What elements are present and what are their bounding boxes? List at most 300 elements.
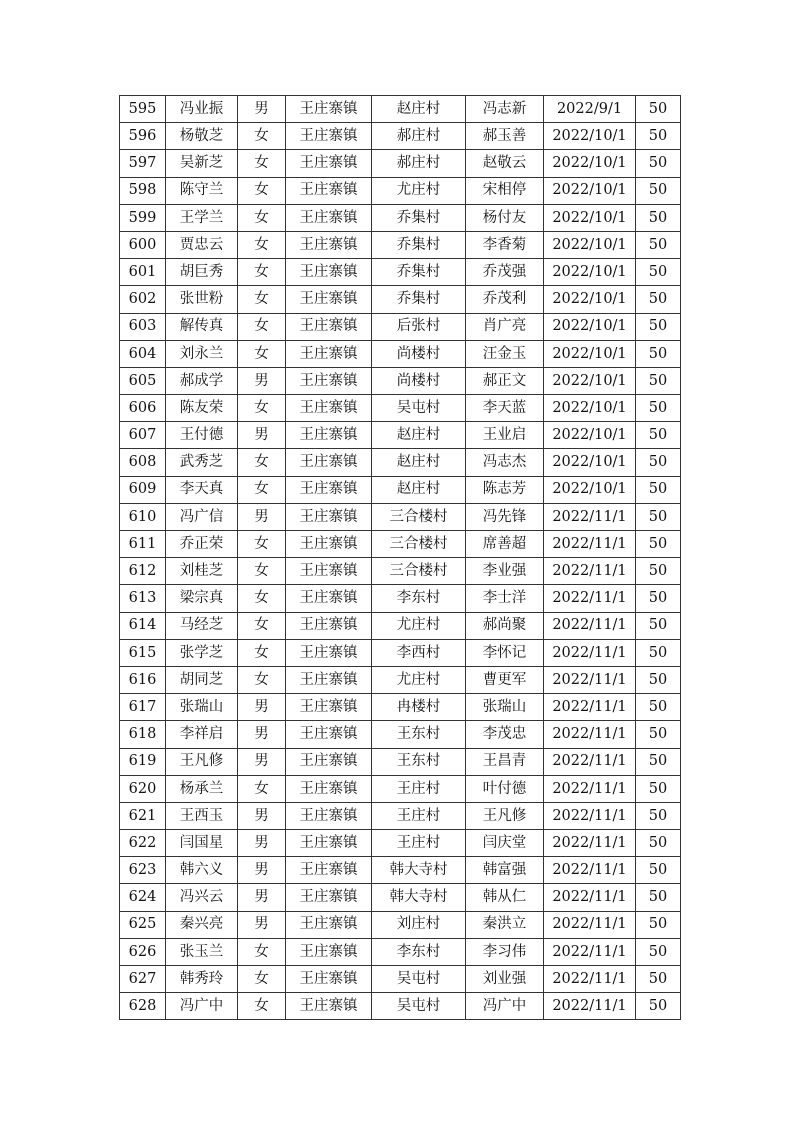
date-cell: 2022/11/1 xyxy=(544,802,636,829)
village-cell: 尚楼村 xyxy=(372,367,466,394)
date-cell: 2022/10/1 xyxy=(544,449,636,476)
records-table-body xyxy=(120,96,681,1020)
name-cell: 刘桂芝 xyxy=(166,558,238,585)
village-cell: 韩大寺村 xyxy=(372,884,466,911)
date-cell: 2022/11/1 xyxy=(544,558,636,585)
gender-cell: 女 xyxy=(238,938,286,965)
gender-cell: 男 xyxy=(238,830,286,857)
amount-cell: 50 xyxy=(636,558,681,585)
table-row xyxy=(120,231,681,258)
amount-cell: 50 xyxy=(636,204,681,231)
serial-cell: 616 xyxy=(120,666,166,693)
name-cell: 杨敬芝 xyxy=(166,123,238,150)
amount-cell: 50 xyxy=(636,911,681,938)
table-row xyxy=(120,449,681,476)
village-cell: 王东村 xyxy=(372,721,466,748)
recipient-cell: 李茂忠 xyxy=(466,721,544,748)
town-cell: 王庄寨镇 xyxy=(286,531,372,558)
town-cell: 王庄寨镇 xyxy=(286,313,372,340)
name-cell: 张世粉 xyxy=(166,286,238,313)
table-row xyxy=(120,503,681,530)
village-cell: 王庄村 xyxy=(372,802,466,829)
name-cell: 王西玉 xyxy=(166,802,238,829)
date-cell: 2022/9/1 xyxy=(544,96,636,123)
recipient-cell: 汪金玉 xyxy=(466,340,544,367)
serial-cell: 626 xyxy=(120,938,166,965)
serial-cell: 615 xyxy=(120,639,166,666)
gender-cell: 女 xyxy=(238,476,286,503)
recipient-cell: 席善超 xyxy=(466,531,544,558)
gender-cell: 男 xyxy=(238,911,286,938)
town-cell: 王庄寨镇 xyxy=(286,395,372,422)
gender-cell: 男 xyxy=(238,367,286,394)
town-cell: 王庄寨镇 xyxy=(286,585,372,612)
table-row xyxy=(120,857,681,884)
recipient-cell: 张瑞山 xyxy=(466,694,544,721)
table-row xyxy=(120,612,681,639)
table-row xyxy=(120,775,681,802)
amount-cell: 50 xyxy=(636,748,681,775)
recipient-cell: 冯先锋 xyxy=(466,503,544,530)
gender-cell: 男 xyxy=(238,857,286,884)
table-row xyxy=(120,585,681,612)
serial-cell: 612 xyxy=(120,558,166,585)
recipient-cell: 李业强 xyxy=(466,558,544,585)
name-cell: 王付德 xyxy=(166,422,238,449)
village-cell: 三合楼村 xyxy=(372,558,466,585)
town-cell: 王庄寨镇 xyxy=(286,802,372,829)
serial-cell: 625 xyxy=(120,911,166,938)
gender-cell: 女 xyxy=(238,993,286,1020)
village-cell: 王东村 xyxy=(372,748,466,775)
amount-cell: 50 xyxy=(636,585,681,612)
table-row xyxy=(120,748,681,775)
name-cell: 冯兴云 xyxy=(166,884,238,911)
amount-cell: 50 xyxy=(636,721,681,748)
amount-cell: 50 xyxy=(636,395,681,422)
recipient-cell: 王业启 xyxy=(466,422,544,449)
serial-cell: 607 xyxy=(120,422,166,449)
amount-cell: 50 xyxy=(636,231,681,258)
name-cell: 陈友荣 xyxy=(166,395,238,422)
recipient-cell: 王凡修 xyxy=(466,802,544,829)
date-cell: 2022/11/1 xyxy=(544,694,636,721)
gender-cell: 女 xyxy=(238,204,286,231)
date-cell: 2022/10/1 xyxy=(544,340,636,367)
table-row xyxy=(120,422,681,449)
serial-cell: 609 xyxy=(120,476,166,503)
serial-cell: 620 xyxy=(120,775,166,802)
town-cell: 王庄寨镇 xyxy=(286,367,372,394)
town-cell: 王庄寨镇 xyxy=(286,204,372,231)
village-cell: 乔集村 xyxy=(372,259,466,286)
date-cell: 2022/11/1 xyxy=(544,503,636,530)
table-row xyxy=(120,830,681,857)
date-cell: 2022/11/1 xyxy=(544,639,636,666)
name-cell: 王凡修 xyxy=(166,748,238,775)
date-cell: 2022/11/1 xyxy=(544,666,636,693)
serial-cell: 614 xyxy=(120,612,166,639)
town-cell: 王庄寨镇 xyxy=(286,721,372,748)
recipient-cell: 王昌青 xyxy=(466,748,544,775)
date-cell: 2022/11/1 xyxy=(544,884,636,911)
amount-cell: 50 xyxy=(636,531,681,558)
gender-cell: 女 xyxy=(238,666,286,693)
date-cell: 2022/11/1 xyxy=(544,748,636,775)
name-cell: 张学芝 xyxy=(166,639,238,666)
date-cell: 2022/11/1 xyxy=(544,612,636,639)
village-cell: 王庄村 xyxy=(372,775,466,802)
town-cell: 王庄寨镇 xyxy=(286,558,372,585)
recipient-cell: 郝正文 xyxy=(466,367,544,394)
name-cell: 武秀芝 xyxy=(166,449,238,476)
table-row xyxy=(120,558,681,585)
village-cell: 赵庄村 xyxy=(372,422,466,449)
amount-cell: 50 xyxy=(636,286,681,313)
gender-cell: 女 xyxy=(238,231,286,258)
gender-cell: 女 xyxy=(238,966,286,993)
table-row xyxy=(120,286,681,313)
date-cell: 2022/10/1 xyxy=(544,313,636,340)
table-row xyxy=(120,666,681,693)
date-cell: 2022/11/1 xyxy=(544,966,636,993)
date-cell: 2022/11/1 xyxy=(544,775,636,802)
name-cell: 冯广信 xyxy=(166,503,238,530)
date-cell: 2022/10/1 xyxy=(544,395,636,422)
table-row xyxy=(120,340,681,367)
town-cell: 王庄寨镇 xyxy=(286,123,372,150)
village-cell: 三合楼村 xyxy=(372,503,466,530)
gender-cell: 女 xyxy=(238,639,286,666)
date-cell: 2022/10/1 xyxy=(544,367,636,394)
serial-cell: 618 xyxy=(120,721,166,748)
village-cell: 吴屯村 xyxy=(372,993,466,1020)
recipient-cell: 冯志新 xyxy=(466,96,544,123)
serial-cell: 604 xyxy=(120,340,166,367)
village-cell: 赵庄村 xyxy=(372,476,466,503)
amount-cell: 50 xyxy=(636,612,681,639)
serial-cell: 600 xyxy=(120,231,166,258)
name-cell: 韩六义 xyxy=(166,857,238,884)
date-cell: 2022/11/1 xyxy=(544,531,636,558)
table-row xyxy=(120,802,681,829)
amount-cell: 50 xyxy=(636,802,681,829)
serial-cell: 595 xyxy=(120,96,166,123)
name-cell: 刘永兰 xyxy=(166,340,238,367)
name-cell: 胡同芝 xyxy=(166,666,238,693)
gender-cell: 女 xyxy=(238,449,286,476)
village-cell: 三合楼村 xyxy=(372,531,466,558)
town-cell: 王庄寨镇 xyxy=(286,830,372,857)
gender-cell: 男 xyxy=(238,503,286,530)
date-cell: 2022/10/1 xyxy=(544,150,636,177)
serial-cell: 627 xyxy=(120,966,166,993)
name-cell: 贾忠云 xyxy=(166,231,238,258)
table-row xyxy=(120,639,681,666)
town-cell: 王庄寨镇 xyxy=(286,966,372,993)
gender-cell: 女 xyxy=(238,395,286,422)
recipient-cell: 李香菊 xyxy=(466,231,544,258)
village-cell: 尤庄村 xyxy=(372,612,466,639)
date-cell: 2022/11/1 xyxy=(544,938,636,965)
village-cell: 郝庄村 xyxy=(372,150,466,177)
town-cell: 王庄寨镇 xyxy=(286,340,372,367)
village-cell: 李西村 xyxy=(372,639,466,666)
gender-cell: 女 xyxy=(238,585,286,612)
serial-cell: 603 xyxy=(120,313,166,340)
recipient-cell: 闫庆堂 xyxy=(466,830,544,857)
gender-cell: 男 xyxy=(238,694,286,721)
table-row xyxy=(120,123,681,150)
date-cell: 2022/11/1 xyxy=(544,857,636,884)
table-row xyxy=(120,395,681,422)
date-cell: 2022/10/1 xyxy=(544,422,636,449)
serial-cell: 608 xyxy=(120,449,166,476)
village-cell: 赵庄村 xyxy=(372,96,466,123)
table-row xyxy=(120,204,681,231)
gender-cell: 女 xyxy=(238,177,286,204)
serial-cell: 622 xyxy=(120,830,166,857)
gender-cell: 女 xyxy=(238,123,286,150)
amount-cell: 50 xyxy=(636,150,681,177)
gender-cell: 男 xyxy=(238,748,286,775)
amount-cell: 50 xyxy=(636,259,681,286)
amount-cell: 50 xyxy=(636,476,681,503)
amount-cell: 50 xyxy=(636,884,681,911)
date-cell: 2022/10/1 xyxy=(544,476,636,503)
serial-cell: 596 xyxy=(120,123,166,150)
name-cell: 韩秀玲 xyxy=(166,966,238,993)
date-cell: 2022/11/1 xyxy=(544,993,636,1020)
town-cell: 王庄寨镇 xyxy=(286,177,372,204)
amount-cell: 50 xyxy=(636,857,681,884)
name-cell: 秦兴亮 xyxy=(166,911,238,938)
village-cell: 乔集村 xyxy=(372,204,466,231)
name-cell: 杨承兰 xyxy=(166,775,238,802)
table-row xyxy=(120,313,681,340)
town-cell: 王庄寨镇 xyxy=(286,666,372,693)
table-row xyxy=(120,367,681,394)
gender-cell: 男 xyxy=(238,422,286,449)
town-cell: 王庄寨镇 xyxy=(286,476,372,503)
recipient-cell: 李士洋 xyxy=(466,585,544,612)
serial-cell: 602 xyxy=(120,286,166,313)
recipient-cell: 宋相停 xyxy=(466,177,544,204)
village-cell: 韩大寺村 xyxy=(372,857,466,884)
gender-cell: 男 xyxy=(238,96,286,123)
amount-cell: 50 xyxy=(636,340,681,367)
recipient-cell: 赵敬云 xyxy=(466,150,544,177)
village-cell: 吴屯村 xyxy=(372,395,466,422)
serial-cell: 624 xyxy=(120,884,166,911)
amount-cell: 50 xyxy=(636,993,681,1020)
gender-cell: 男 xyxy=(238,721,286,748)
serial-cell: 628 xyxy=(120,993,166,1020)
gender-cell: 男 xyxy=(238,884,286,911)
amount-cell: 50 xyxy=(636,639,681,666)
serial-cell: 613 xyxy=(120,585,166,612)
town-cell: 王庄寨镇 xyxy=(286,612,372,639)
date-cell: 2022/11/1 xyxy=(544,830,636,857)
town-cell: 王庄寨镇 xyxy=(286,231,372,258)
town-cell: 王庄寨镇 xyxy=(286,449,372,476)
serial-cell: 601 xyxy=(120,259,166,286)
recipient-cell: 郝尚聚 xyxy=(466,612,544,639)
date-cell: 2022/11/1 xyxy=(544,585,636,612)
date-cell: 2022/10/1 xyxy=(544,286,636,313)
table-row xyxy=(120,150,681,177)
table-row xyxy=(120,476,681,503)
table-row xyxy=(120,993,681,1020)
town-cell: 王庄寨镇 xyxy=(286,694,372,721)
serial-cell: 606 xyxy=(120,395,166,422)
name-cell: 冯业振 xyxy=(166,96,238,123)
date-cell: 2022/10/1 xyxy=(544,204,636,231)
table-row xyxy=(120,96,681,123)
serial-cell: 617 xyxy=(120,694,166,721)
recipient-cell: 韩富强 xyxy=(466,857,544,884)
amount-cell: 50 xyxy=(636,775,681,802)
recipient-cell: 叶付德 xyxy=(466,775,544,802)
recipient-cell: 杨付友 xyxy=(466,204,544,231)
recipient-cell: 郝玉善 xyxy=(466,123,544,150)
serial-cell: 623 xyxy=(120,857,166,884)
table-row xyxy=(120,966,681,993)
name-cell: 闫国星 xyxy=(166,830,238,857)
name-cell: 马经芝 xyxy=(166,612,238,639)
gender-cell: 男 xyxy=(238,802,286,829)
amount-cell: 50 xyxy=(636,694,681,721)
amount-cell: 50 xyxy=(636,966,681,993)
table-row xyxy=(120,911,681,938)
name-cell: 张瑞山 xyxy=(166,694,238,721)
recipient-cell: 韩从仁 xyxy=(466,884,544,911)
recipient-cell: 李天蓝 xyxy=(466,395,544,422)
town-cell: 王庄寨镇 xyxy=(286,775,372,802)
date-cell: 2022/11/1 xyxy=(544,721,636,748)
gender-cell: 女 xyxy=(238,340,286,367)
records-table xyxy=(119,95,681,1020)
name-cell: 郝成学 xyxy=(166,367,238,394)
amount-cell: 50 xyxy=(636,830,681,857)
name-cell: 李天真 xyxy=(166,476,238,503)
village-cell: 乔集村 xyxy=(372,286,466,313)
table-row xyxy=(120,531,681,558)
serial-cell: 619 xyxy=(120,748,166,775)
village-cell: 乔集村 xyxy=(372,231,466,258)
town-cell: 王庄寨镇 xyxy=(286,96,372,123)
village-cell: 李东村 xyxy=(372,938,466,965)
date-cell: 2022/10/1 xyxy=(544,177,636,204)
gender-cell: 女 xyxy=(238,150,286,177)
village-cell: 尤庄村 xyxy=(372,177,466,204)
gender-cell: 女 xyxy=(238,775,286,802)
village-cell: 尚楼村 xyxy=(372,340,466,367)
village-cell: 冉楼村 xyxy=(372,694,466,721)
village-cell: 吴屯村 xyxy=(372,966,466,993)
town-cell: 王庄寨镇 xyxy=(286,911,372,938)
town-cell: 王庄寨镇 xyxy=(286,857,372,884)
amount-cell: 50 xyxy=(636,123,681,150)
gender-cell: 女 xyxy=(238,259,286,286)
town-cell: 王庄寨镇 xyxy=(286,639,372,666)
table-row xyxy=(120,938,681,965)
gender-cell: 女 xyxy=(238,313,286,340)
recipient-cell: 陈志芳 xyxy=(466,476,544,503)
table-row xyxy=(120,721,681,748)
town-cell: 王庄寨镇 xyxy=(286,748,372,775)
recipient-cell: 秦洪立 xyxy=(466,911,544,938)
amount-cell: 50 xyxy=(636,313,681,340)
name-cell: 李祥启 xyxy=(166,721,238,748)
name-cell: 张玉兰 xyxy=(166,938,238,965)
name-cell: 解传真 xyxy=(166,313,238,340)
recipient-cell: 刘业强 xyxy=(466,966,544,993)
name-cell: 梁宗真 xyxy=(166,585,238,612)
village-cell: 李东村 xyxy=(372,585,466,612)
amount-cell: 50 xyxy=(636,367,681,394)
gender-cell: 女 xyxy=(238,612,286,639)
town-cell: 王庄寨镇 xyxy=(286,993,372,1020)
recipient-cell: 冯广中 xyxy=(466,993,544,1020)
table-row xyxy=(120,884,681,911)
gender-cell: 女 xyxy=(238,531,286,558)
village-cell: 后张村 xyxy=(372,313,466,340)
amount-cell: 50 xyxy=(636,666,681,693)
amount-cell: 50 xyxy=(636,177,681,204)
gender-cell: 女 xyxy=(238,286,286,313)
serial-cell: 610 xyxy=(120,503,166,530)
recipient-cell: 乔茂利 xyxy=(466,286,544,313)
table-row xyxy=(120,259,681,286)
recipient-cell: 冯志杰 xyxy=(466,449,544,476)
name-cell: 冯广中 xyxy=(166,993,238,1020)
gender-cell: 女 xyxy=(238,558,286,585)
serial-cell: 621 xyxy=(120,802,166,829)
amount-cell: 50 xyxy=(636,422,681,449)
amount-cell: 50 xyxy=(636,449,681,476)
village-cell: 赵庄村 xyxy=(372,449,466,476)
recipient-cell: 肖广亮 xyxy=(466,313,544,340)
recipient-cell: 李习伟 xyxy=(466,938,544,965)
town-cell: 王庄寨镇 xyxy=(286,503,372,530)
name-cell: 王学兰 xyxy=(166,204,238,231)
serial-cell: 605 xyxy=(120,367,166,394)
date-cell: 2022/10/1 xyxy=(544,231,636,258)
recipient-cell: 乔茂强 xyxy=(466,259,544,286)
name-cell: 吴新芝 xyxy=(166,150,238,177)
recipient-cell: 曹更军 xyxy=(466,666,544,693)
serial-cell: 599 xyxy=(120,204,166,231)
date-cell: 2022/10/1 xyxy=(544,259,636,286)
village-cell: 郝庄村 xyxy=(372,123,466,150)
date-cell: 2022/10/1 xyxy=(544,123,636,150)
amount-cell: 50 xyxy=(636,96,681,123)
town-cell: 王庄寨镇 xyxy=(286,422,372,449)
date-cell: 2022/11/1 xyxy=(544,911,636,938)
town-cell: 王庄寨镇 xyxy=(286,150,372,177)
amount-cell: 50 xyxy=(636,503,681,530)
name-cell: 乔正荣 xyxy=(166,531,238,558)
recipient-cell: 李怀记 xyxy=(466,639,544,666)
serial-cell: 611 xyxy=(120,531,166,558)
serial-cell: 598 xyxy=(120,177,166,204)
town-cell: 王庄寨镇 xyxy=(286,286,372,313)
table-row xyxy=(120,177,681,204)
table-row xyxy=(120,694,681,721)
name-cell: 胡巨秀 xyxy=(166,259,238,286)
serial-cell: 597 xyxy=(120,150,166,177)
